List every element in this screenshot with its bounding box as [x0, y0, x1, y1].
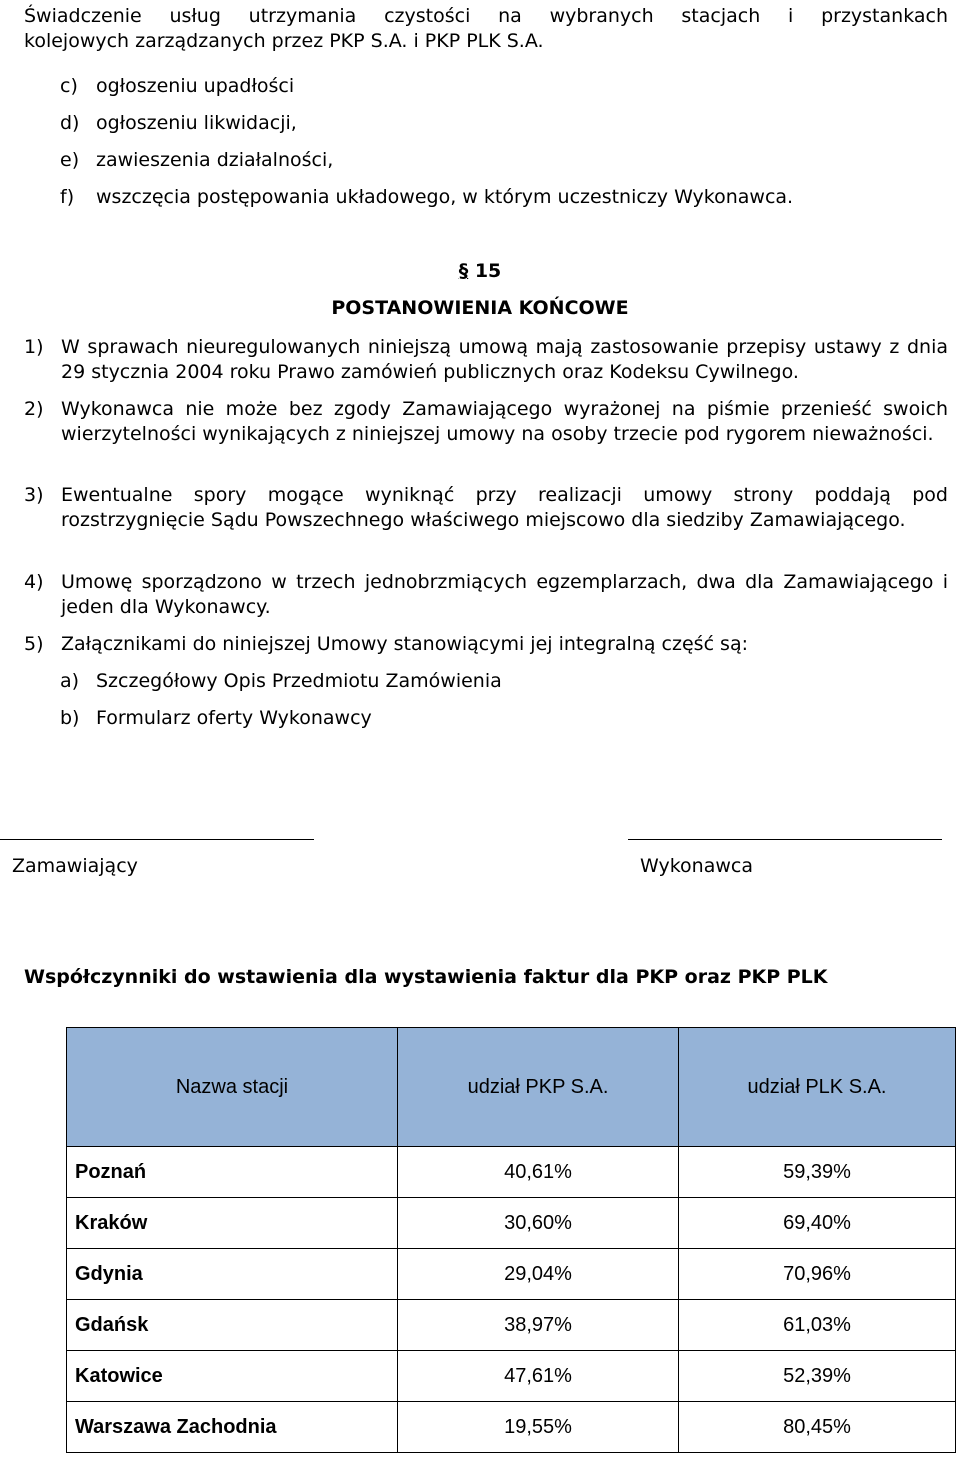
section-number — [0, 260, 960, 282]
document-header — [24, 4, 948, 54]
attachment-item — [60, 706, 372, 731]
column-header-pkp: udział PKP S.A. — [398, 1028, 679, 1147]
station-cell: Katowice — [67, 1351, 398, 1402]
attachment-text: Formularz oferty Wykonawcy — [96, 707, 372, 729]
paragraph-3 — [24, 483, 948, 533]
attachment-item — [60, 669, 502, 694]
station-cell: Warszawa Zachodnia — [67, 1402, 398, 1453]
paragraph-text: Załącznikami do niniejszej Umowy stanowiącymi jej integralną część są: — [61, 633, 748, 655]
section-number-value: 15 — [474, 260, 502, 282]
list-item — [60, 74, 793, 111]
attachment-text: Szczegółowy Opis Przedmiotu Zamówienia — [96, 670, 502, 692]
pkp-share-cell: 47,61% — [398, 1351, 679, 1402]
station-cell: Gdańsk — [67, 1300, 398, 1351]
paragraph-text: Ewentualne spory mogące wyniknąć przy realizacji umowy strony poddają pod rozstrzygnięcie Sądu Powszechnego właściwego miejscowo dla siedziby Zamawiającego. — [61, 484, 948, 531]
paragraph-text: Umowę sporządzono w trzech jednobrzmiących egzemplarzach, dwa dla Zamawiającego i jeden dla Wykonawcy. — [61, 571, 948, 618]
table-row — [67, 1249, 956, 1300]
list-item — [60, 185, 793, 222]
station-cell: Kraków — [67, 1198, 398, 1249]
plk-share-cell: 80,45% — [679, 1402, 956, 1453]
paragraph-4 — [24, 570, 948, 620]
plk-share-cell: 69,40% — [679, 1198, 956, 1249]
section-title: POSTANOWIENIA KOŃCOWE — [331, 297, 629, 319]
paragraph-text: W sprawach nieuregulowanych niniejszą umową mają zastosowanie przepisy ustawy z dnia 29 stycznia 2004 roku Prawo zamówień publicznych oraz Kodeksu Cywilnego. — [61, 336, 948, 383]
list-item-text: wszczęcia postępowania układowego, w którym uczestniczy Wykonawca. — [96, 186, 794, 208]
list-item-text: ogłoszeniu likwidacji, — [96, 112, 297, 134]
signature-label-right: Wykonawca — [640, 855, 753, 877]
plk-share-cell: 70,96% — [679, 1249, 956, 1300]
attachment-label: a) — [60, 670, 80, 692]
attachment-label: b) — [60, 707, 80, 729]
list-item-label: c) — [60, 75, 78, 97]
paragraph-number: 1) — [24, 336, 44, 358]
station-cell: Poznań — [67, 1147, 398, 1198]
coefficients-title: Współczynniki do wstawienia dla wystawienia faktur dla PKP oraz PKP PLK — [24, 966, 828, 988]
list-item-text: ogłoszeniu upadłości — [96, 75, 295, 97]
signature-line-left — [0, 839, 314, 840]
list-item-label: d) — [60, 112, 80, 134]
list-item-text: zawieszenia działalności, — [96, 149, 334, 171]
pkp-share-cell: 38,97% — [398, 1300, 679, 1351]
paragraph-number: 5) — [24, 633, 44, 655]
list-item-label: f) — [60, 186, 75, 208]
paragraph-number: 2) — [24, 398, 44, 420]
list-item-label: e) — [60, 149, 80, 171]
list-item — [60, 111, 793, 148]
table-header-row — [67, 1028, 956, 1147]
plk-share-cell: 59,39% — [679, 1147, 956, 1198]
pkp-share-cell: 19,55% — [398, 1402, 679, 1453]
table-row — [67, 1147, 956, 1198]
signature-line-right — [628, 839, 942, 840]
paragraph-number: 3) — [24, 484, 44, 506]
coefficients-table — [66, 1027, 956, 1453]
station-cell: Gdynia — [67, 1249, 398, 1300]
header-line-1: Świadczenie usług utrzymania czystości na wybranych stacjach i przystankach — [24, 5, 948, 27]
table-row — [67, 1198, 956, 1249]
table-row — [67, 1300, 956, 1351]
paragraph-2 — [24, 397, 948, 447]
termination-conditions-list — [60, 74, 793, 222]
table-row — [67, 1402, 956, 1453]
pkp-share-cell: 29,04% — [398, 1249, 679, 1300]
paragraph-5 — [24, 632, 948, 657]
paragraph-number: 4) — [24, 571, 44, 593]
signature-label-left: Zamawiający — [12, 855, 138, 877]
table-row — [67, 1351, 956, 1402]
header-line-2: kolejowych zarządzanych przez PKP S.A. i PKP PLK S.A. — [24, 30, 544, 52]
pkp-share-cell: 30,60% — [398, 1198, 679, 1249]
pkp-share-cell: 40,61% — [398, 1147, 679, 1198]
paragraph-1 — [24, 335, 948, 385]
column-header-plk: udział PLK S.A. — [679, 1028, 956, 1147]
paragraph-text: Wykonawca nie może bez zgody Zamawiającego wyrażonej na piśmie przenieść swoich wierzytelności wynikających z niniejszej umowy na osoby trzecie pod rygorem nieważności. — [61, 398, 948, 445]
plk-share-cell: 61,03% — [679, 1300, 956, 1351]
column-header-station: Nazwa stacji — [67, 1028, 398, 1147]
section-symbol: § — [458, 260, 469, 282]
list-item — [60, 148, 793, 185]
plk-share-cell: 52,39% — [679, 1351, 956, 1402]
